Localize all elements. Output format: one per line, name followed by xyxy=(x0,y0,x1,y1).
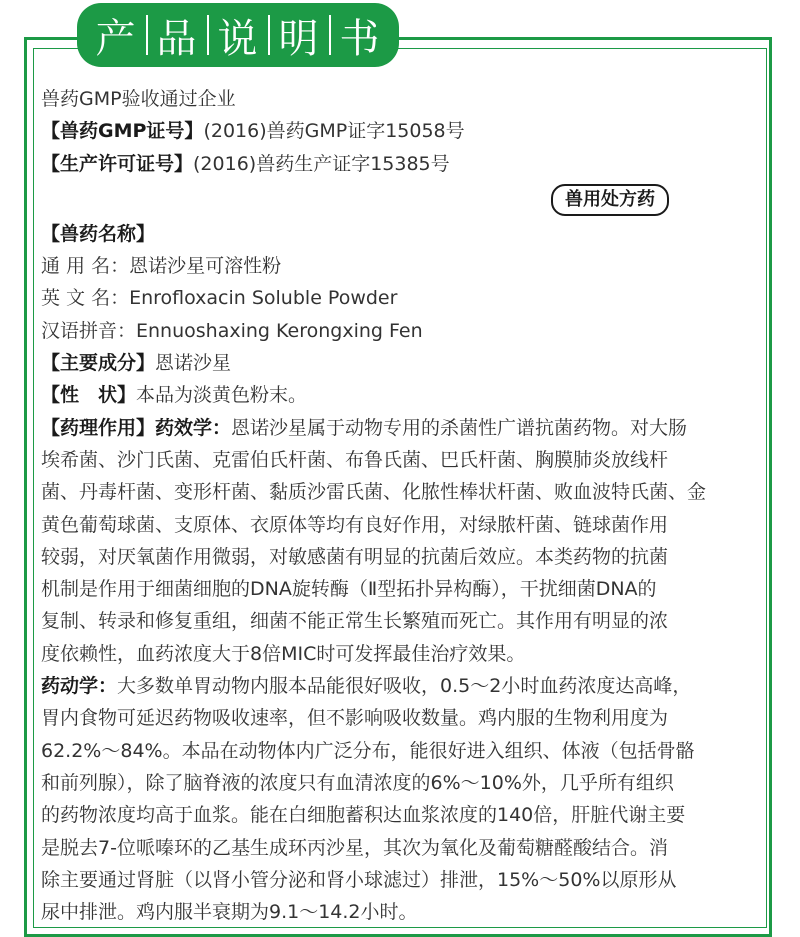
ingredient-value: 恩诺沙星 xyxy=(155,352,232,375)
pk-label: 药动学： xyxy=(41,675,118,698)
pk-text: 胃内食物可延迟药物吸收速率，但不影响吸收数量。鸡内服的生物利用度为 xyxy=(41,707,669,730)
enterprise-line: 兽药GMP验收通过企业 xyxy=(41,88,236,110)
property-line xyxy=(41,379,763,411)
pd-label: 药效学： xyxy=(155,416,232,439)
title-badge xyxy=(77,3,399,67)
pd-text: 度依赖性，血药浓度大于8倍MIC时可发挥最佳治疗效果。 xyxy=(41,642,526,665)
pk-text: 是脱去7-位哌嗪环的乙基生成环丙沙星，其次为氧化及葡萄糖醛酸结合。消 xyxy=(41,836,668,859)
name-label: 【兽药名称】 xyxy=(41,222,156,245)
rx-badge: 兽用处方药 xyxy=(551,184,669,216)
pd-text: 较弱，对厌氧菌作用微弱，对敏感菌有明显的抗菌后效应。本类药物的抗菌 xyxy=(41,545,669,568)
title-char: 明 xyxy=(278,15,320,62)
title-divider xyxy=(146,15,148,55)
pk-text: 62.2%～84%。本品在动物体内广泛分布，能很好进入组织、体液（包括骨骼 xyxy=(41,739,695,762)
title-divider xyxy=(329,15,331,55)
title-char: 书 xyxy=(339,15,381,62)
gmp-line xyxy=(41,115,763,147)
generic-name: 通 用 名：恩诺沙星可溶性粉 xyxy=(41,255,282,278)
pinyin-name: 汉语拼音：Ennuoshaxing Kerongxing Fen xyxy=(41,319,423,342)
title-char: 品 xyxy=(156,15,198,62)
pd-text: 复制、转录和修复重组，细菌不能正常生长繁殖而死亡。其作用有明显的浓 xyxy=(41,610,669,633)
pd-text: 机制是作用于细菌细胞的DNA旋转酶（Ⅱ型拓扑异构酶），干扰细菌DNA的 xyxy=(41,578,657,601)
pd-text: 黄色葡萄球菌、支原体、衣原体等均有良好作用，对绿脓杆菌、链球菌作用 xyxy=(41,513,669,536)
pk-text: 的药物浓度均高于血浆。能在白细胞蓄积达血浆浓度的140倍，肝脏代谢主要 xyxy=(41,804,686,827)
pd-text: 恩诺沙星属于动物专用的杀菌性广谱抗菌药物。对大肠 xyxy=(231,416,688,439)
license-label: 【生产许可证号】 xyxy=(41,152,194,175)
ingredient-line xyxy=(41,347,763,379)
pk-line xyxy=(41,670,763,702)
title-divider xyxy=(207,15,209,55)
document-body xyxy=(41,83,763,928)
english-name: 英 文 名：Enrofloxacin Soluble Powder xyxy=(41,287,398,310)
gmp-label: 【兽药GMP证号】 xyxy=(41,120,204,143)
pk-text: 和前列腺），除了脑脊液的浓度只有血清浓度的6%～10%外，几乎所有组织 xyxy=(41,771,674,794)
pd-text: 菌、丹毒杆菌、变形杆菌、黏质沙雷氏菌、化脓性棒状杆菌、败血波特氏菌、金 xyxy=(41,481,707,504)
license-line xyxy=(41,148,763,180)
property-value: 本品为淡黄色粉末。 xyxy=(136,384,308,407)
rx-row xyxy=(41,180,763,218)
pk-text: 大多数单胃动物内服本品能很好吸收，0.5～2小时血药浓度达高峰， xyxy=(117,675,692,698)
gmp-value: (2016)兽药GMP证字15058号 xyxy=(203,120,465,143)
ingredient-label: 【主要成分】 xyxy=(41,352,156,375)
pd-text: 埃希菌、沙门氏菌、克雷伯氏杆菌、布鲁氏菌、巴氏杆菌、胸膜肺炎放线杆 xyxy=(41,448,669,471)
pharmacology-label: 【药理作用】 xyxy=(41,416,156,439)
title-char: 说 xyxy=(217,15,259,62)
license-value: (2016)兽药生产证字15385号 xyxy=(193,152,450,175)
pd-line xyxy=(41,412,763,444)
title-divider xyxy=(268,15,270,55)
property-label: 【性 状】 xyxy=(41,384,137,407)
pk-text: 尿中排泄。鸡内服半衰期为9.1～14.2小时。 xyxy=(41,901,418,924)
title-char: 产 xyxy=(95,15,137,62)
pk-text: 除主要通过肾脏（以肾小管分泌和肾小球滤过）排泄，15%～50%以原形从 xyxy=(41,868,677,891)
